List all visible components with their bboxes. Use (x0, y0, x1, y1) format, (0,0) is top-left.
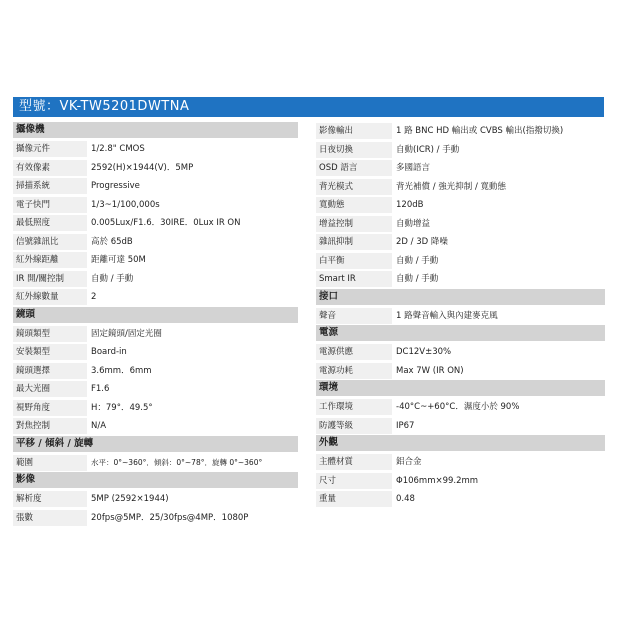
spec-column-left (13, 122, 298, 527)
spec-label: Smart IR (316, 271, 392, 287)
spec-value: 背光補償 / 強光抑制 / 寬動態 (396, 181, 507, 192)
spec-label: OSD 語言 (316, 160, 392, 176)
spec-label: 日夜切換 (316, 142, 392, 158)
spec-value: IP67 (396, 420, 415, 431)
spec-row (316, 178, 605, 197)
spec-row (316, 343, 605, 362)
spec-value: 5MP (2592×1944) (91, 494, 169, 505)
spec-row (316, 141, 605, 160)
spec-label: 掃描系統 (13, 178, 87, 194)
spec-label: 防護等級 (316, 418, 392, 434)
spec-value: 自動 / 手動 (396, 255, 439, 266)
spec-value: -40°C~+60°C．濕度小於 90% (396, 402, 520, 413)
spec-label: 增益控制 (316, 216, 392, 232)
spec-row (13, 214, 298, 233)
spec-row (13, 159, 298, 178)
section-header: 平移 / 傾斜 / 旋轉 (13, 436, 298, 452)
spec-row (13, 270, 298, 289)
spec-label: 影像輸出 (316, 123, 392, 139)
spec-row (13, 509, 298, 528)
spec-row (316, 252, 605, 271)
spec-row (13, 140, 298, 159)
spec-row (13, 417, 298, 436)
spec-label: 電子快門 (13, 197, 87, 213)
spec-row (316, 270, 605, 289)
section-header: 影像 (13, 472, 298, 488)
spec-label: 紅外線距離 (13, 252, 87, 268)
section-header: 攝像機 (13, 122, 298, 138)
spec-row (13, 380, 298, 399)
spec-label: 有效像素 (13, 160, 87, 176)
spec-value: Board-in (91, 347, 127, 358)
spec-label: 尺寸 (316, 473, 392, 489)
spec-row (316, 233, 605, 252)
spec-value: 1/3~1/100,000s (91, 199, 160, 210)
spec-value: 1/2.8" CMOS (91, 144, 145, 155)
spec-label: 最大光圈 (13, 381, 87, 397)
spec-row (13, 490, 298, 509)
spec-row (316, 159, 605, 178)
spec-value: 3.6mm．6mm (91, 365, 152, 376)
spec-value: 自動 / 手動 (91, 273, 134, 284)
spec-value: 0.48 (396, 494, 415, 505)
section-header: 外觀 (316, 435, 605, 451)
spec-row (13, 454, 298, 473)
spec-label: 寬動態 (316, 197, 392, 213)
spec-row (316, 196, 605, 215)
spec-row (316, 362, 605, 381)
spec-label: 信號雜訊比 (13, 234, 87, 250)
spec-label: 最低照度 (13, 215, 87, 231)
spec-column-right (316, 122, 605, 509)
spec-row (316, 453, 605, 472)
spec-label: 解析度 (13, 491, 87, 507)
spec-value: 自動增益 (396, 218, 431, 229)
spec-label: 電源功耗 (316, 363, 392, 379)
spec-value: Φ106mm×99.2mm (396, 475, 479, 486)
model-header: 型號：VK-TW5201DWTNA (13, 97, 604, 117)
spec-row (316, 307, 605, 326)
spec-value: 120dB (396, 200, 424, 211)
spec-label: 張數 (13, 510, 87, 526)
section-header: 電源 (316, 325, 605, 341)
spec-row (13, 325, 298, 344)
spec-row (316, 490, 605, 509)
spec-label: 雜訊抑制 (316, 234, 392, 250)
spec-label: 主體材質 (316, 454, 392, 470)
spec-label: 背光模式 (316, 179, 392, 195)
spec-value: N/A (91, 421, 107, 432)
spec-label: 鏡頭類型 (13, 326, 87, 342)
spec-label: 白平衡 (316, 253, 392, 269)
section-header: 接口 (316, 289, 605, 305)
spec-value: H：79°．49.5° (91, 402, 153, 413)
spec-value: 1 路 BNC HD 輸出或 CVBS 輸出(指撥切換) (396, 126, 564, 137)
spec-label: 紅外線數量 (13, 289, 87, 305)
spec-value: 0.005Lux/F1.6．30IRE．0Lux IR ON (91, 218, 241, 229)
spec-value: 20fps@5MP．25/30fps@4MP．1080P (91, 512, 249, 523)
spec-label: 重量 (316, 491, 392, 507)
spec-label: 安裝類型 (13, 344, 87, 360)
section-header: 鏡頭 (13, 307, 298, 323)
spec-label: 工作環境 (316, 399, 392, 415)
spec-row (13, 362, 298, 381)
spec-value: 距離可達 50M (91, 255, 146, 266)
spec-label: 對焦控制 (13, 418, 87, 434)
spec-value: F1.6 (91, 384, 110, 395)
spec-row (13, 233, 298, 252)
spec-row (316, 472, 605, 491)
spec-label: 攝像元件 (13, 141, 87, 157)
spec-label: 聲音 (316, 308, 392, 324)
spec-row (316, 398, 605, 417)
spec-row (13, 399, 298, 418)
spec-value: DC12V±30% (396, 347, 452, 358)
spec-row (13, 343, 298, 362)
spec-label: 範圍 (13, 455, 87, 471)
spec-label: 鏡頭選擇 (13, 363, 87, 379)
spec-label: 視野角度 (13, 400, 87, 416)
spec-value: 自動(ICR) / 手動 (396, 144, 460, 155)
spec-row (13, 177, 298, 196)
spec-value: 高於 65dB (91, 236, 133, 247)
spec-value: 2D / 3D 降噪 (396, 237, 448, 248)
spec-value: Max 7W (IR ON) (396, 365, 464, 376)
spec-label: 電源供應 (316, 344, 392, 360)
spec-row (316, 417, 605, 436)
spec-value: 多國語言 (396, 163, 431, 174)
spec-row (13, 196, 298, 215)
spec-value: Progressive (91, 181, 140, 192)
spec-value: 1 路聲音輸入與內建麥克風 (396, 310, 498, 321)
spec-value: 2 (91, 292, 97, 303)
spec-row (13, 251, 298, 270)
spec-row (316, 215, 605, 234)
section-header: 環境 (316, 380, 605, 396)
spec-row (13, 288, 298, 307)
spec-value: 鋁合金 (396, 457, 422, 468)
spec-value: 2592(H)×1944(V)．5MP (91, 162, 194, 173)
spec-label: IR 開/關控制 (13, 271, 87, 287)
spec-value: 自動 / 手動 (396, 274, 439, 285)
spec-value: 固定鏡頭/固定光圈 (91, 328, 162, 339)
spec-value: 水平：0°~360°．傾斜：0°~78°．旋轉 0°~360° (91, 457, 263, 467)
spec-row (316, 122, 605, 141)
